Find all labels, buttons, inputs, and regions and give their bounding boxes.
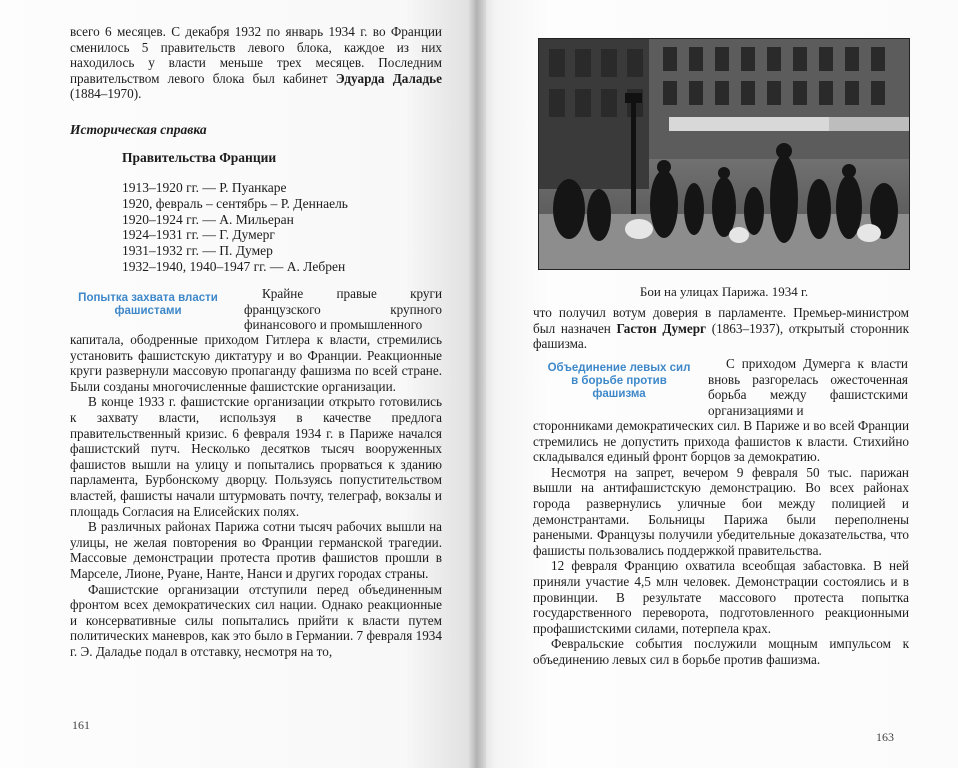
- paragraph: капитала, ободренные приходом Гитлера к власти, стремились установить фашистскую диктатуру и во Франции. Реакционные круги развернули массовую пропаганду фашизма по всей стране. Были созданы многочисленные фашистские организации.: [70, 332, 442, 394]
- intro-years: (1884–1970).: [70, 86, 142, 102]
- wrap-text: С приходом Думерга к власти вновь разгорелась ожесточенная борьба между фашистскими организациями и: [708, 356, 908, 418]
- top-text-a: что получил вотум доверия в парламенте. Премьер-министром был назначен: [533, 305, 909, 336]
- top-name: Гастон Думерг: [616, 320, 707, 336]
- governments-title: Правительства Франции: [122, 150, 277, 165]
- list-item: 1920–1924 гг. — А. Мильеран: [122, 211, 294, 227]
- photo-caption: Бои на улицах Парижа. 1934 г.: [639, 284, 809, 299]
- photo-illustration: [539, 39, 910, 270]
- governments-list: [122, 180, 348, 275]
- paragraph: Несмотря на запрет, вечером 9 февраля 50 тыс. парижан вышли на антифашистскую демонстрацию. Во всех районах города развернулись уличные бои между полицией и демонстрантами. Больницы Парижа были переполнены ранеными. Французы получили убедительные доказательства, что фашисты пользовались поддержкой правительства.: [533, 464, 909, 558]
- margin-note-fascist-attempt: Попытка захвата власти фашистами: [78, 292, 218, 317]
- paragraph: Февральские события послужили мощным импульсом к объединению левых сил в борьбе против фашизма.: [533, 636, 909, 667]
- page-number-right: 163: [876, 730, 894, 744]
- paragraph: сторонниками демократических сил. В Париже и во всей Франции стремились не допустить прихода фашистов к власти. Стихийно складывался единый фронт борцов за демократию.: [533, 418, 909, 465]
- list-item: 1924–1931 гг. — Г. Думерг: [122, 227, 275, 243]
- right-intro-paragraph: [533, 305, 909, 352]
- street-fight-photo: [538, 38, 910, 270]
- wrapped-paragraph-start: [244, 286, 442, 333]
- wrapped-paragraph-start: [708, 356, 908, 418]
- historical-note-heading: Историческая справка: [70, 122, 207, 137]
- paragraph: Фашистские организации отступили перед объединенным фронтом всех демократических сил нации. Однако реакционные и консервативные силы попытались прийти к власти путем политических маневров, как это было в Германии. 7 февраля 1934 г. Э. Даладье подал в отставку, несмотря на то,: [70, 581, 442, 659]
- paragraph: В конце 1933 г. фашистские организации открыто готовились к захвату власти, используя в качестве предлога правительственный кризис. 6 февраля 1934 г. в Париже начался фашистский путч. Несколько десятков тысяч вооруженных фашистов вышли на улицу и попытались прорваться к зданию парламента, Бурбонскому дворцу. Пользуясь попустительством властей, фашисты начали штурмовать почту, телеграф, вокзалы и площадь Согласия на Елисейских полях.: [70, 394, 442, 519]
- list-item: 1920, февраль – сентябрь – Р. Деннаель: [122, 195, 348, 211]
- right-body: [533, 418, 909, 668]
- left-body: [70, 332, 442, 659]
- list-item: 1932–1940, 1940–1947 гг. — А. Лебрен: [122, 258, 346, 274]
- intro-text: всего 6 месяцев. С декабря 1932 по январь 1934 г. во Франции сменилось 5 правительств левого блока, каждое из них находилось у власти меньше трех месяцев. Последним правительством левого блока был кабинет: [70, 24, 442, 86]
- book-gutter: [468, 0, 486, 768]
- margin-note-left-unity: Объединение левых сил в борьбе против фашизма: [547, 362, 691, 400]
- paragraph: 12 февраля Францию охватила всеобщая забастовка. В ней приняли участие 4,5 млн человек. Демонстрации состоялись и в провинции. В результате массового протеста попытка государственного переворота, подготовленного реакционными профашистскими силами, потерпела крах.: [533, 558, 909, 636]
- intro-name: Эдуарда Даладье: [335, 70, 443, 86]
- left-intro-paragraph: [70, 24, 442, 102]
- page-number-left: 161: [72, 718, 90, 732]
- wrap-text: Крайне правые круги французского крупного финансового и промышленного: [244, 286, 442, 333]
- paragraph: В различных районах Парижа сотни тысяч рабочих вышли на улицы, не желая повторения во Франции германской трагедии. Массовые демонстрации протеста против фашистов прошли в Марселе, Лионе, Руане, Нанте, Нанси и других городах страны.: [70, 519, 442, 581]
- list-item: 1931–1932 гг. — П. Думер: [122, 243, 273, 259]
- top-text-b: (1863–1937), открытый сторонник фашизма.: [533, 320, 910, 352]
- list-item: 1913–1920 гг. — Р. Пуанкаре: [122, 180, 287, 195]
